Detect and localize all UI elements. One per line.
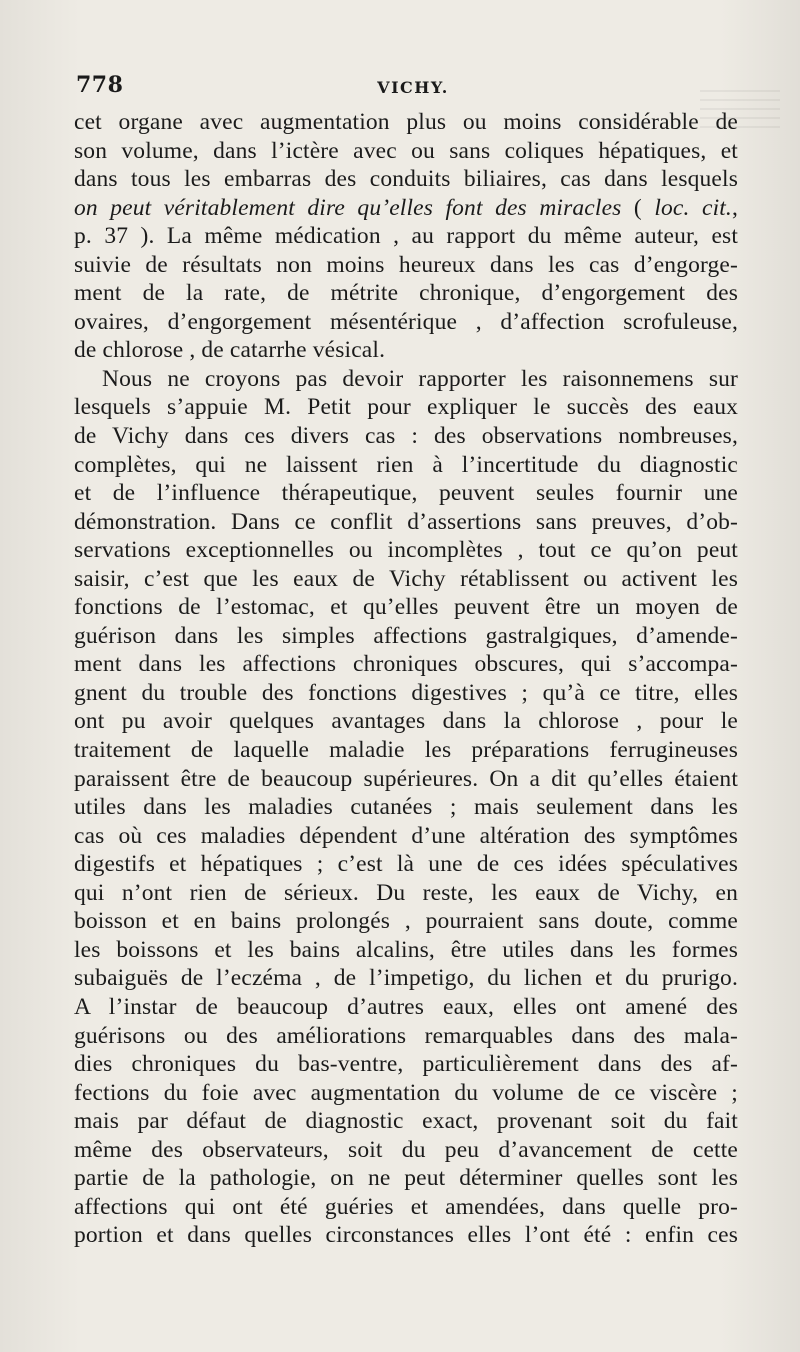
citation-comma: ,	[731, 194, 738, 221]
italic-quote: on peut véritablement dire qu’elles font des miracles	[74, 194, 622, 221]
citation-ref: loc. cit.	[654, 194, 732, 221]
text-line: boisson et en bains prolongés , pourraient sans doute, comme	[74, 908, 738, 935]
text-line: guérisons ou des améliorations remarquables dans des mala-	[74, 1022, 738, 1049]
paragraph-start-line: Nous ne croyons pas devoir rapporter les raisonnemens sur	[102, 365, 738, 392]
text-line: lesquels s’appuie M. Petit pour expliquer le succès des eaux	[74, 394, 738, 421]
running-head: VICHY.	[377, 78, 449, 97]
text-line: complètes, qui ne laissent rien à l’incertitude du diagnostic	[74, 451, 738, 478]
text-line: A l’instar de beaucoup d’autres eaux, elles ont amené des	[74, 993, 738, 1020]
text-line: démonstration. Dans ce conflit d’assertions sans preuves, d’ob-	[74, 508, 738, 535]
text-line: et de l’influence thérapeutique, peuvent seules fournir une	[74, 480, 738, 507]
text-line: les boissons et les bains alcalins, être utiles dans les formes	[74, 936, 738, 963]
text-line: fonctions de l’estomac, et qu’elles peuvent être un moyen de	[74, 594, 738, 621]
text-line: qui n’ont rien de sérieux. Du reste, les eaux de Vichy, en	[74, 879, 738, 906]
text-line: dies chroniques du bas-ventre, particulièrement dans des af-	[74, 1051, 738, 1078]
page-number: 778	[76, 72, 124, 98]
paragraph-end-line: de chlorose , de catarrhe vésical.	[74, 337, 386, 364]
text-line: portion et dans quelles circonstances elles l’ont été : enfin ces	[74, 1222, 738, 1249]
text-line: traitement de laquelle maladie les préparations ferrugineuses	[74, 737, 738, 764]
text-line: saisir, c’est que les eaux de Vichy rétablissent ou activent les	[74, 565, 738, 592]
text-line: gnent du trouble des fonctions digestives ; qu’à ce titre, elles	[74, 679, 738, 706]
text-line: ovaires, d’engorgement mésentérique , d’affection scrofuleuse,	[74, 308, 738, 335]
text-line: de Vichy dans ces divers cas : des observations nombreuses,	[74, 423, 738, 450]
text-line: cas où ces maladies dépendent d’une altération des symptômes	[74, 822, 738, 849]
text-line: servations exceptionnelles ou incomplètes , tout ce qu’on peut	[74, 537, 738, 564]
citation-open: (	[621, 194, 655, 221]
text-line: guérison dans les simples affections gastralgiques, d’amende-	[74, 622, 738, 649]
text-line: utiles dans les maladies cutanées ; mais seulement dans les	[74, 794, 738, 821]
text-line: son volume, dans l’ictère avec ou sans coliques hépatiques, et	[74, 137, 738, 164]
text-line: même des observateurs, soit du peu d’avancement de cette	[74, 1136, 738, 1163]
text-line: paraissent être de beaucoup supérieures. On a dit qu’elles étaient	[74, 765, 738, 792]
text-line: partie de la pathologie, on ne peut déterminer quelles sont les	[74, 1165, 738, 1192]
text-line: p. 37 ). La même médication , au rapport du même auteur, est	[74, 223, 738, 250]
text-line: ment de la rate, de métrite chronique, d’engorgement des	[74, 280, 738, 307]
text-line: dans tous les embarras des conduits biliaires, cas dans lesquels	[74, 166, 738, 193]
text-line: ont pu avoir quelques avantages dans la chlorose , pour le	[74, 708, 738, 735]
text-line: mais par défaut de diagnostic exact, provenant soit du fait	[74, 1108, 738, 1135]
text-line: cet organe avec augmentation plus ou moins considérable de	[74, 109, 738, 135]
text-line-italic-quote	[74, 194, 738, 223]
text-line: affections qui ont été guéries et amendées, dans quelle pro-	[74, 1193, 738, 1220]
text-line: ment dans les affections chroniques obscures, qui s’accompa-	[74, 651, 738, 678]
body-text	[74, 108, 738, 1250]
text-line: subaiguës de l’eczéma , de l’impetigo, du lichen et du prurigo.	[74, 965, 738, 992]
text-line: suivie de résultats non moins heureux dans les cas d’engorge-	[74, 251, 738, 278]
text-line: digestifs et hépatiques ; c’est là une de ces idées spéculatives	[74, 851, 738, 878]
text-line: fections du foie avec augmentation du volume de ce viscère ;	[74, 1079, 738, 1106]
page-header	[76, 72, 736, 104]
